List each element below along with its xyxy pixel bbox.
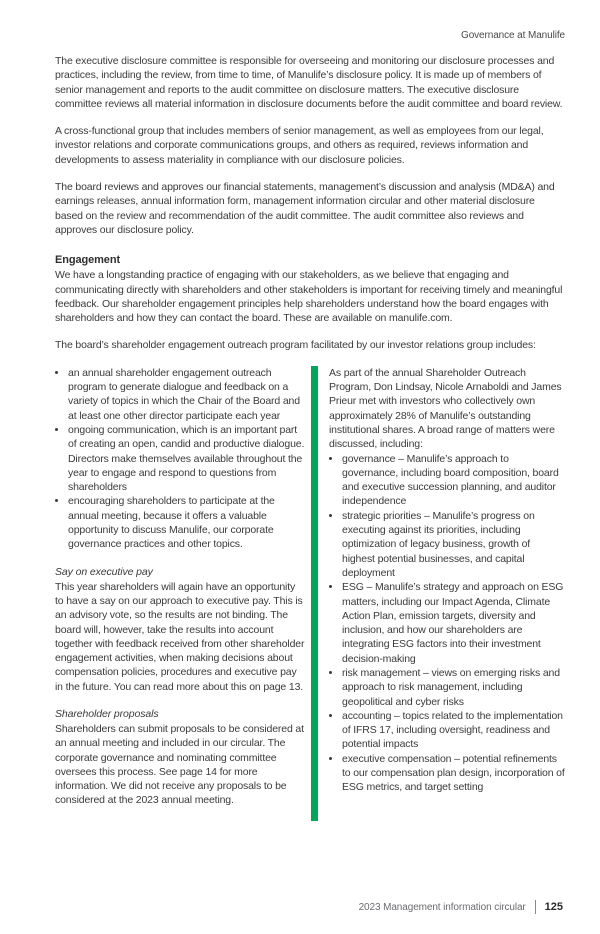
paragraph-disclosure-committee: The executive disclosure committee is responsible for overseeing and monitoring our disclosure processes and practices, including the review, from time to time, of Manulife’s disclosure policy. It is made up of members of senior management and reports to the audit committee on disclosure matters. The executive disclosure committee reviews all material information in disclosure documents before the audit committee and board review. — [55, 55, 563, 110]
sidebar-accent-bar — [311, 366, 318, 821]
paragraph-board-reviews: The board reviews and approves our financial statements, management’s discussion and analysis (MD&A) and earnings releases, annual information form, management information circular and other material disclosure based on the review and recommendation of the audit committee. The audit committee also reviews and approves our disclosure policy. — [55, 181, 555, 236]
engagement-bullet-list — [55, 366, 305, 552]
paragraph-sidebar-intro: As part of the annual Shareholder Outreach Program, Don Lindsay, Nicole Arnaboldi and James Prieur met with investors who collectively own approximately 28% of Manulife’s outstanding institutional shares. A broad range of matters were discussed, including: — [329, 366, 562, 451]
footer-title: 2023 Management information circular — [358, 901, 526, 913]
running-header-text: Governance at Manulife — [461, 30, 565, 41]
paragraph-engagement-intro: We have a longstanding practice of engaging with our stakeholders, as we believe that engaging and communicating directly with shareholders and other stakeholders is important for receiving timely and meaningful feedback. Our shareholder engagement principles help shareholders understand how the board engages with shareholders and how they can contact the board. These are available on manulife.com. — [55, 269, 563, 325]
paragraph-outreach-lead: The board’s shareholder engagement outreach program facilitated by our investor relations group includes: — [55, 339, 536, 352]
engagement-heading: Engagement — [55, 254, 121, 267]
bullet-item: • encouraging shareholders to participate at the annual meeting, because it offers a valuable opportunity to discuss Manulife, our corporate governance practices and other topics. — [68, 494, 305, 551]
bullet-item: • governance – Manulife’s approach to governance, including board composition, board and executive succession planning, and auditor independence — [342, 452, 565, 509]
left-column — [55, 366, 305, 821]
page-footer — [359, 900, 563, 914]
bullet-item: • ESG – Manulife’s strategy and approach on ESG matters, including our Impact Agenda, Climate Action Plan, emission targets, diversity and inclusion, and how our shareholders are integrating ESG factors into their investment decision-making — [342, 580, 565, 666]
outreach-sidebar — [311, 366, 565, 821]
shareholder-proposals-heading: Shareholder proposals — [55, 707, 159, 720]
say-on-pay-heading: Say on executive pay — [55, 565, 153, 578]
two-column-section — [55, 366, 565, 821]
footer-divider — [535, 900, 536, 914]
paragraph-shareholder-proposals: Shareholders can submit proposals to be considered at an annual meeting and included in our circular. The corporate governance and nominating committee oversees this process. See page 14 for more information. We did not receive any proposals to be considered at the 2023 annual meeting. — [55, 722, 304, 807]
sidebar-content — [329, 366, 565, 821]
bullet-item: • executive compensation – potential refinements to our compensation plan design, incorporation of ESG metrics, and target setting — [342, 752, 565, 795]
paragraph-say-on-pay: This year shareholders will again have an opportunity to have a say on our approach to executive pay. This is an advisory vote, so the results are not binding. The board will, however, take the results into account together with feedback received from other shareholder engagement activities, when making decisions about compensation policies, procedures and executive pay in the future. You can read more about this on page 13. — [55, 580, 305, 693]
bullet-item: • strategic priorities – Manulife’s progress on executing against its priorities, including optimization of legacy business, growth of highest potential businesses, and capital deployment — [342, 509, 565, 580]
bullet-item: • risk management – views on emerging risks and approach to risk management, including geopolitical and cyber risks — [342, 666, 565, 709]
paragraph-cross-functional-group: A cross-functional group that includes members of senior management, as well as employees from our legal, investor relations and corporate communications groups, and others as required, reviews information and developments to assess materiality in compliance with our disclosure policies. — [55, 125, 544, 166]
bullet-item: • ongoing communication, which is an important part of creating an open, candid and productive dialogue. Directors make themselves available throughout the year to engage and respond to questions from shareholders — [68, 423, 305, 494]
bullet-item: • an annual shareholder engagement outreach program to generate dialogue and feedback on a variety of topics in which the Chair of the Board and at least one other director participate each year — [68, 366, 305, 423]
sidebar-bullet-list — [329, 452, 565, 795]
page-number: 125 — [544, 901, 563, 913]
bullet-item: • accounting – topics related to the implementation of IFRS 17, including oversight, readiness and potential impacts — [342, 709, 565, 752]
running-header — [55, 30, 565, 41]
